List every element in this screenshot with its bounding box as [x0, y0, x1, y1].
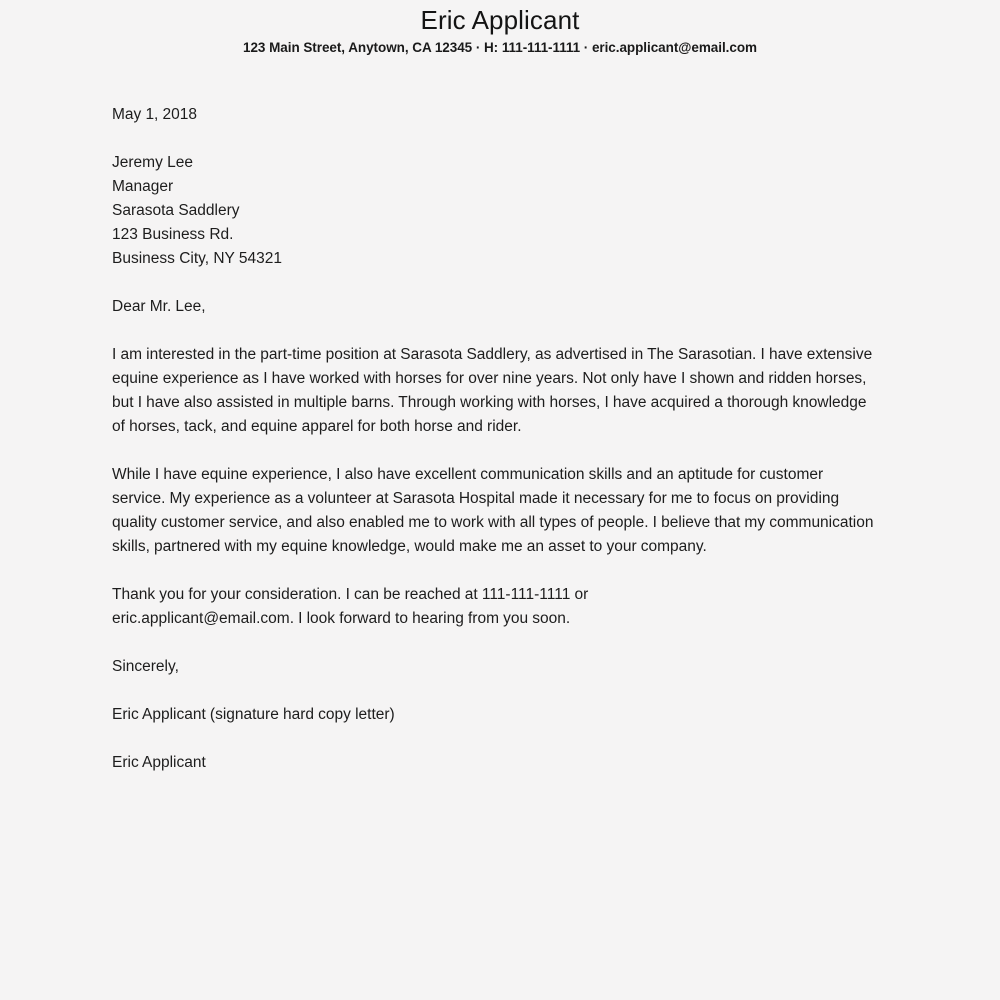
- recipient-company: Sarasota Saddlery: [112, 202, 240, 219]
- body-paragraph-2: While I have equine experience, I also have excellent communication skills and an aptitude for customer service. My experience as a volunteer at Sarasota Hospital made it necessary for me to focus on providing quality customer service, and also enabled me to work with all types of people. I believe that my communication skills, partnered with my equine knowledge, would make me an asset to your company.: [112, 466, 874, 555]
- salutation: Dear Mr. Lee,: [112, 298, 206, 315]
- recipient-city-state-zip: Business City, NY 54321: [112, 250, 283, 267]
- typed-name: Eric Applicant: [112, 754, 206, 771]
- letter-date: May 1, 2018: [112, 106, 198, 123]
- signature-note: Eric Applicant (signature hard copy letter): [112, 706, 395, 723]
- letter-body: [112, 103, 880, 775]
- recipient-street: 123 Business Rd.: [112, 226, 234, 243]
- applicant-contact-line: 123 Main Street, Anytown, CA 12345 · H: 111-111-1111 · eric.applicant@email.com: [243, 40, 757, 55]
- recipient-address-block: [112, 151, 880, 271]
- letterhead: [0, 0, 1000, 58]
- closing-paragraph-line-2: eric.applicant@email.com. I look forward to hearing from you soon.: [112, 610, 571, 627]
- closing-paragraph-line-1: Thank you for your consideration. I can be reached at 111-111-1111 or: [112, 586, 589, 603]
- recipient-name: Jeremy Lee: [112, 154, 193, 171]
- closing-paragraph: [112, 583, 880, 631]
- sign-off: Sincerely,: [112, 658, 179, 675]
- applicant-name: Eric Applicant: [420, 5, 580, 35]
- recipient-title: Manager: [112, 178, 174, 195]
- body-paragraph-1: I am interested in the part-time position at Sarasota Saddlery, as advertised in The Sarasotian. I have extensive equine experience as I have worked with horses for over nine years. Not only have I shown and ridden horses, but I have also assisted in multiple barns. Through working with horses, I have acquired a thorough knowledge of horses, tack, and equine apparel for both horse and rider.: [112, 346, 873, 435]
